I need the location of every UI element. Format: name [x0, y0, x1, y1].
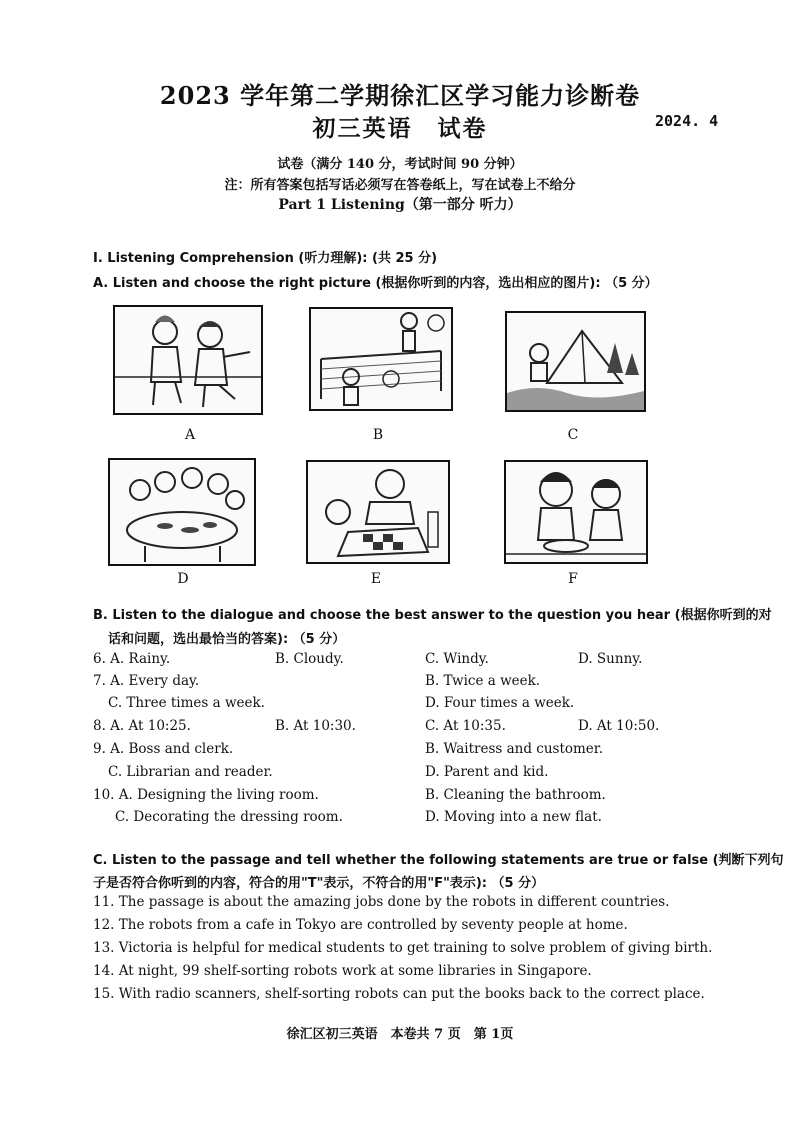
- exam-date: 2024. 4: [655, 112, 719, 130]
- picture-c: [505, 311, 646, 412]
- q10-option-d: D. Moving into a new flat.: [425, 809, 602, 825]
- statement-11: 11. The passage is about the amazing jobs done by the robots in different countries.: [93, 894, 670, 910]
- q9-option-d: D. Parent and kid.: [425, 764, 549, 780]
- chess-game-icon: [308, 462, 448, 562]
- family-dinner-icon: [110, 460, 254, 564]
- picture-label-d: D: [177, 571, 189, 587]
- q7-option-c: C. Three times a week.: [108, 695, 265, 711]
- picture-a: [113, 305, 263, 415]
- picture-e: [306, 460, 450, 564]
- statement-12: 12. The robots from a cafe in Tokyo are controlled by seventy people at home.: [93, 917, 628, 933]
- q7-option-a: 7. A. Every day.: [93, 673, 200, 689]
- picture-label-f: F: [568, 571, 578, 587]
- statement-14: 14. At night, 99 shelf-sorting robots work at some libraries in Singapore.: [93, 963, 592, 979]
- picture-d: [108, 458, 256, 566]
- statement-13: 13. Victoria is helpful for medical students to get training to solve problem of giving birth.: [93, 940, 713, 956]
- q8-option-b: B. At 10:30.: [275, 718, 356, 734]
- picture-label-c: C: [567, 427, 579, 443]
- exam-score-note: 试卷（满分 140 分，考试时间 90 分钟）: [277, 157, 523, 172]
- exam-title: 2023 学年第二学期徐汇区学习能力诊断卷: [159, 81, 641, 110]
- camping-tent-icon: [507, 313, 644, 410]
- q9-option-b: B. Waitress and customer.: [425, 741, 604, 757]
- q10-option-c: C. Decorating the dressing room.: [115, 809, 343, 825]
- picture-label-b: B: [372, 427, 384, 443]
- q9-option-a: 9. A. Boss and clerk.: [93, 741, 234, 757]
- q8-option-c: C. At 10:35.: [425, 718, 506, 734]
- q10-option-a: 10. A. Designing the living room.: [93, 787, 319, 803]
- q8-option-d: D. At 10:50.: [578, 718, 660, 734]
- exam-subtitle: 初三英语 试卷: [312, 115, 488, 142]
- picture-f: [504, 460, 648, 564]
- part-heading: Part 1 Listening（第一部分 听力）: [278, 197, 522, 213]
- section-heading-listening: I. Listening Comprehension (听力理解): (共 25 分): [93, 251, 438, 266]
- picture-b: [309, 307, 453, 411]
- section-heading-b-line2: 话和问题，选出最恰当的答案): （5 分）: [108, 632, 346, 647]
- section-heading-c-line2: 子是否符合你听到的内容，符合的用"T"表示，不符合的用"F"表示): （5 分）: [93, 876, 545, 891]
- picture-label-e: E: [370, 571, 382, 587]
- q6-option-c: C. Windy.: [425, 651, 489, 667]
- section-heading-b-line1: B. Listen to the dialogue and choose the best answer to the question you hear (根据你听到的对: [93, 608, 772, 623]
- section-heading-c-line1: C. Listen to the passage and tell whether the following statements are true or false (判断下列句: [93, 853, 784, 868]
- statement-15: 15. With radio scanners, shelf-sorting robots can put the books back to the correct place.: [93, 986, 705, 1002]
- section-heading-a: A. Listen and choose the right picture (根据你听到的内容，选出相应的图片): （5 分）: [93, 276, 658, 291]
- kids-cooking-icon: [506, 462, 646, 562]
- q6-option-d: D. Sunny.: [578, 651, 643, 667]
- q8-option-a: 8. A. At 10:25.: [93, 718, 191, 734]
- q6-option-b: B. Cloudy.: [275, 651, 344, 667]
- q10-option-b: B. Cleaning the bathroom.: [425, 787, 606, 803]
- q6-option-a: 6. A. Rainy.: [93, 651, 171, 667]
- picture-label-a: A: [184, 427, 196, 443]
- exam-answer-note: 注：所有答案包括写话必须写在答卷纸上，写在试卷上不给分: [224, 178, 576, 193]
- q7-option-b: B. Twice a week.: [425, 673, 541, 689]
- tennis-kids-icon: [311, 309, 451, 409]
- q7-option-d: D. Four times a week.: [425, 695, 575, 711]
- q9-option-c: C. Librarian and reader.: [108, 764, 273, 780]
- page-footer: 徐汇区初三英语 本卷共 7 页 第 1页: [286, 1027, 514, 1042]
- skating-kids-icon: [115, 307, 261, 413]
